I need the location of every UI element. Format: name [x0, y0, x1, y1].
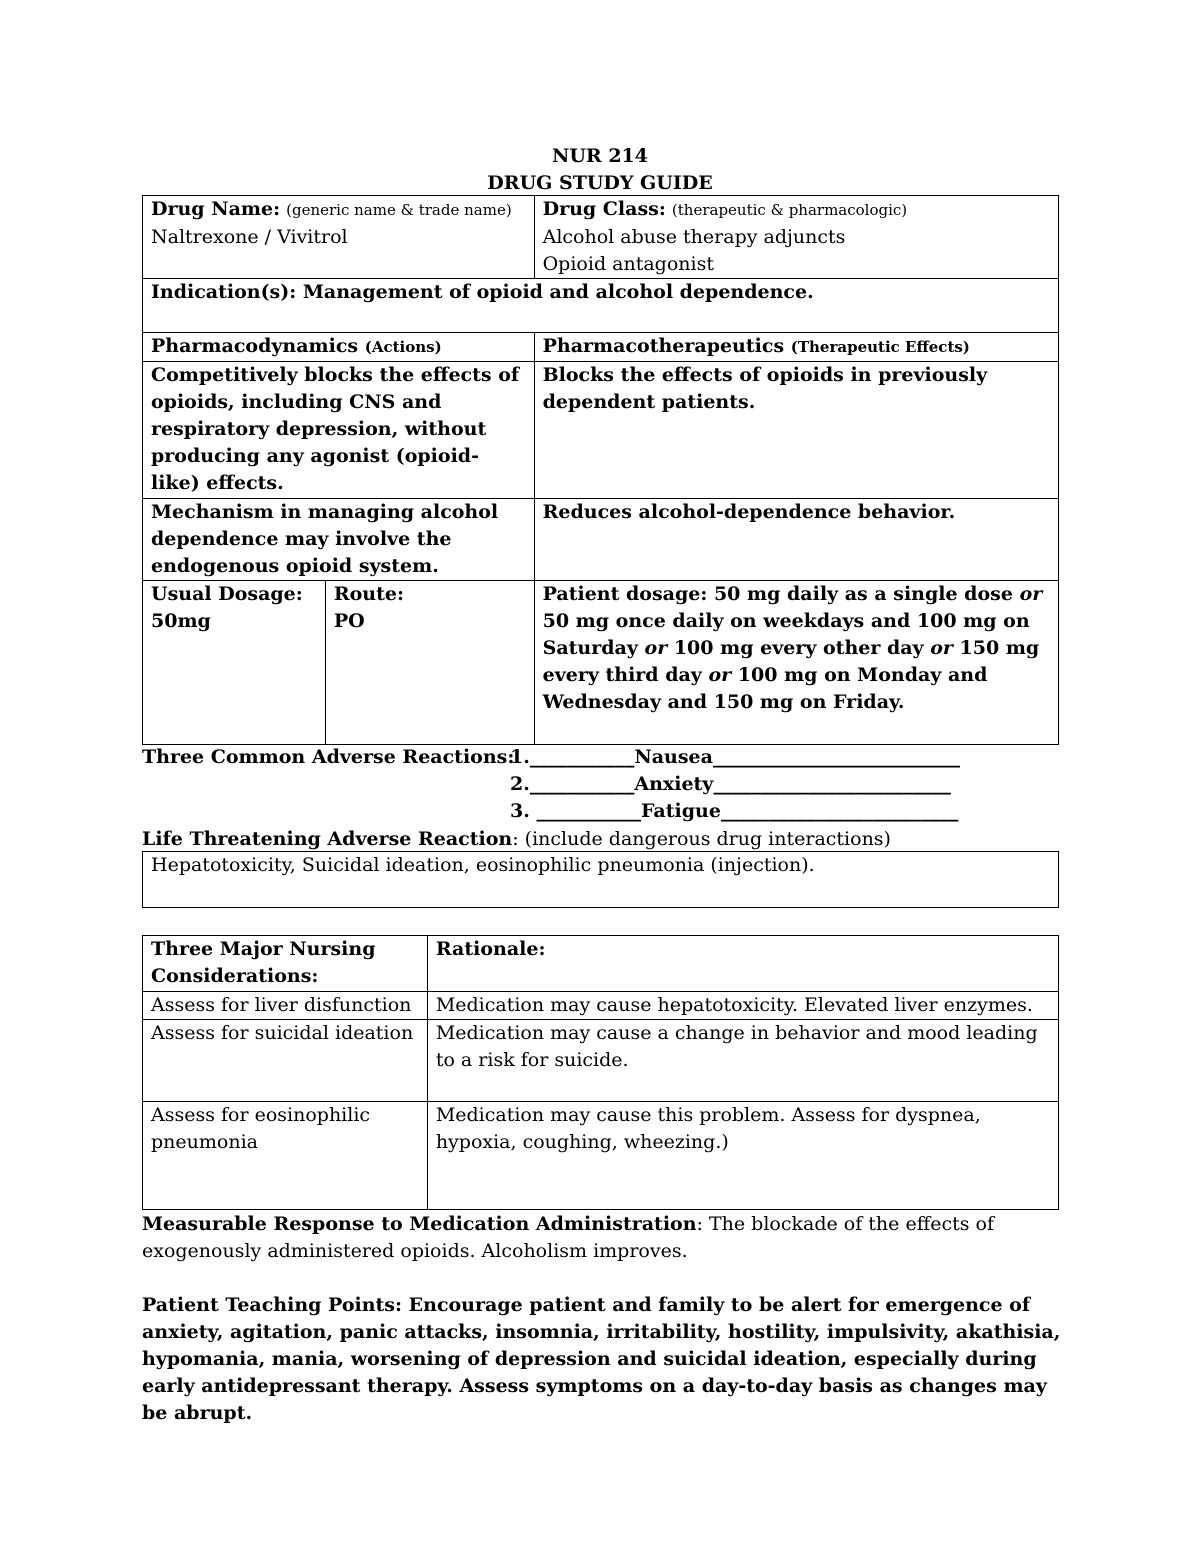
pd-text-2: Mechanism in managing alcohol dependence may involve the endogenous opioid system. [143, 499, 535, 581]
nursing-rationale-1: Medication may cause hepatotoxicity. Elevated liver enzymes. [427, 992, 1058, 1020]
pd-hint: (Actions) [364, 338, 442, 356]
nursing-consideration-3: Assess for eosinophilic pneumonia [143, 1102, 428, 1210]
usual-dosage-value: 50mg [151, 610, 211, 632]
life-threatening-heading [142, 826, 891, 853]
adverse-pre-2: ___________ [529, 773, 635, 795]
pharm-header-row [143, 333, 1059, 362]
or-3: or [930, 637, 953, 659]
page-title: DRUG STUDY GUIDE [487, 172, 713, 194]
nursing-rationale-3: Medication may cause this problem. Assess for dyspnea, hypoxia, coughing, wheezing.) [427, 1102, 1058, 1210]
nursing-consideration-1: Assess for liver disfunction [143, 992, 428, 1020]
drug-class-label: Drug Class: [542, 198, 666, 220]
nursing-col2-header: Rationale: [427, 936, 1058, 992]
pd-text-1: Competitively blocks the effects of opioids, including CNS and respiratory depression, without producing any agonist (opioid-like) effects. [143, 362, 535, 499]
patient-dosage-4: 150 mg every third day [542, 637, 1040, 686]
pt-text-1: Blocks the effects of opioids in previously dependent patients. [534, 362, 1058, 499]
route-cell [325, 581, 534, 745]
pharm-row-2 [143, 499, 1059, 581]
drug-name-cell [143, 196, 535, 279]
course-code: NUR 214 [551, 145, 648, 167]
drug-class-hint: (therapeutic & pharmacologic) [671, 201, 908, 219]
adverse-value-1: Nausea [634, 746, 713, 768]
adverse-reaction-2 [510, 771, 951, 798]
adverse-pre-3: ___________ [529, 800, 641, 822]
adverse-value-2: Anxiety [634, 773, 714, 795]
pt-hint: (Therapeutic Effects) [790, 338, 970, 356]
pharmacotherapeutics-header [534, 333, 1058, 362]
route-label: Route: [333, 583, 404, 605]
adverse-post-1: __________________________ [712, 746, 960, 768]
adverse-num-1: 1. [510, 746, 530, 768]
pt-text-2: Reduces alcohol-dependence behavior. [534, 499, 1058, 581]
nursing-row [143, 1020, 1059, 1102]
nursing-row [143, 1102, 1059, 1210]
teaching-value: Encourage patient and family to be alert for emergence of anxiety, agitation, panic attacks, insomnia, irritability, hostility, impulsivity, akathisia, hypomania, mania, worsening of depression and suicidal ideation, especially during early antidepressant therapy. Assess symptoms on a day-to-day basis as changes may be abrupt. [142, 1294, 1061, 1424]
or-2: or [644, 637, 668, 659]
teaching-label: Patient Teaching Points: [142, 1294, 403, 1316]
nursing-considerations-table [142, 935, 1059, 1210]
adverse-pre-1: ___________ [529, 746, 635, 768]
drug-class-cell [534, 196, 1058, 279]
indication-cell [143, 279, 1059, 333]
life-threatening-label: Life Threatening Adverse Reaction [142, 828, 513, 850]
adverse-num-2: 2. [510, 773, 530, 795]
or-4: or [708, 664, 732, 686]
patient-dosage-3: 100 mg every other day [673, 637, 924, 659]
adverse-post-3: _________________________ [720, 800, 959, 822]
patient-dosage-1: Patient dosage: 50 mg daily as a single dose [542, 583, 1013, 605]
nursing-row [143, 992, 1059, 1020]
adverse-reactions-label: Three Common Adverse Reactions: [142, 746, 515, 768]
route-value: PO [333, 610, 365, 632]
or-1: or [1019, 583, 1043, 605]
drug-name-hint: (generic name & trade name) [286, 201, 512, 219]
pharm-row-1 [143, 362, 1059, 499]
drug-class-value-1: Alcohol abuse therapy adjuncts [542, 226, 846, 248]
indication-label: Indication(s): [151, 281, 297, 303]
indication-value: Management of opioid and alcohol dependence. [302, 281, 814, 303]
life-threatening-value: Hepatotoxicity, Suicidal ideation, eosinophilic pneumonia (injection). [143, 852, 1059, 908]
drug-info-table [142, 195, 1059, 745]
usual-dosage-label: Usual Dosage: [151, 583, 303, 605]
adverse-num-3: 3. [510, 800, 530, 822]
nursing-consideration-2: Assess for suicidal ideation [143, 1020, 428, 1102]
nursing-col1-header: Three Major Nursing Considerations: [143, 936, 428, 992]
pharmacodynamics-header [143, 333, 535, 362]
usual-dosage-cell [143, 581, 326, 745]
pd-label: Pharmacodynamics [151, 335, 359, 357]
measurable-response [142, 1211, 1052, 1265]
life-threatening-hint: : (include dangerous drug interactions) [512, 828, 891, 850]
pt-label: Pharmacotherapeutics [542, 335, 785, 357]
drug-name-class-row [143, 196, 1059, 279]
dosage-row [143, 581, 1059, 745]
drug-name-label: Drug Name: [151, 198, 281, 220]
life-threatening-table [142, 851, 1059, 908]
nursing-header-row [143, 936, 1059, 992]
patient-dosage-2: 50 mg once daily on weekdays and 100 mg on Saturday [542, 610, 1030, 659]
patient-dosage-5: 100 mg on Monday and Wednesday and 150 mg on Friday. [542, 664, 988, 713]
adverse-post-2: _________________________ [713, 773, 951, 795]
patient-teaching [142, 1292, 1062, 1427]
measurable-label: Measurable Response to Medication Administration [142, 1213, 697, 1235]
adverse-reaction-1 [510, 744, 960, 771]
adverse-value-3: Fatigue [640, 800, 721, 822]
drug-class-value-2: Opioid antagonist [542, 253, 714, 275]
nursing-rationale-2: Medication may cause a change in behavior and mood leading to a risk for suicide. [427, 1020, 1058, 1102]
measurable-value: : The blockade of the effects of exogenously administered opioids. Alcoholism improves. [142, 1213, 994, 1262]
drug-name-value: Naltrexone / Vivitrol [151, 226, 348, 248]
adverse-reaction-3 [510, 798, 958, 825]
patient-dosage-cell [534, 581, 1058, 745]
indication-row [143, 279, 1059, 333]
